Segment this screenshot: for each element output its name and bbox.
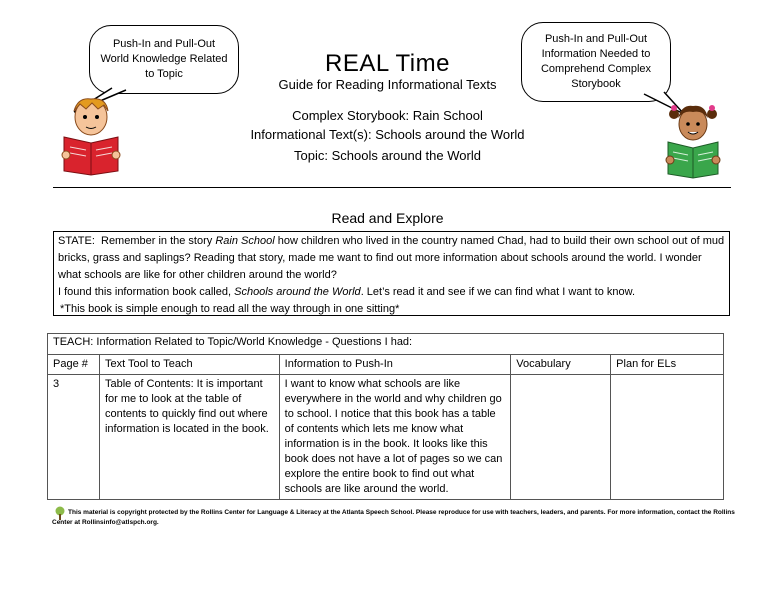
state-text-2a: I found this information book called,	[58, 286, 235, 298]
page-subtitle: Guide for Reading Informational Texts	[278, 77, 497, 92]
column-header-plan-els: Plan for ELs	[611, 355, 724, 375]
state-book-title-1: Rain School	[215, 235, 275, 247]
table-row	[48, 375, 724, 500]
cell-vocabulary	[511, 375, 611, 500]
state-box	[53, 231, 730, 316]
speech-bubble-right-text: Push-In and Pull-Out Information Needed to Comprehend Complex Storybook	[540, 33, 652, 90]
cell-information: I want to know what schools are like everywhere in the world and why children go to school. I notice that this book has a table of contents which lets me know what information is in the book. It looks like this book does not have a lot of pages so we can explore the entire book to find out what schools are like around the world.	[279, 375, 511, 500]
footer-copyright	[52, 508, 742, 528]
storybook-line: Complex Storybook: Rain School	[292, 108, 483, 123]
column-header-information: Information to Push-In	[279, 355, 511, 375]
column-header-text-tool: Text Tool to Teach	[99, 355, 279, 375]
teach-title-row	[48, 334, 724, 355]
page-title: REAL Time	[325, 50, 450, 77]
teach-header-row	[48, 355, 724, 375]
footer-copyright-text: This material is copyright protected by the Rollins Center for Language & Literacy at the Atlanta Speech School. Please reproduce for use with teachers, leaders, and parents. For more information, contact the Rollins Center at Rollinsinfo@atlspch.org.	[52, 509, 735, 526]
state-paragraph-2	[58, 284, 725, 301]
cell-page: 3	[48, 375, 100, 500]
teach-table	[47, 333, 724, 500]
state-text-1a: Remember in the story	[101, 235, 216, 247]
cell-plan-els	[611, 375, 724, 500]
state-text-2b: . Let’s read it and see if we can find what I want to know.	[360, 286, 636, 298]
column-header-page: Page #	[48, 355, 100, 375]
teach-title: TEACH: Information Related to Topic/World Knowledge - Questions I had:	[48, 334, 724, 355]
header-divider	[53, 187, 731, 188]
speech-bubble-left-text: Push-In and Pull-Out World Knowledge Related to Topic	[100, 38, 228, 80]
state-paragraph-3: *This book is simple enough to read all the way through in one sitting*	[60, 303, 400, 315]
state-label: STATE:	[58, 235, 95, 247]
column-header-vocabulary: Vocabulary	[511, 355, 611, 375]
cell-text-tool: Table of Contents: It is important for me to look at the table of contents to quickly find out where information is located in the book.	[99, 375, 279, 500]
informational-text-line: Informational Text(s): Schools around the World	[250, 127, 525, 142]
state-book-title-2: Schools around the World	[234, 286, 361, 298]
topic-line: Topic: Schools around the World	[294, 148, 481, 163]
state-paragraph-1	[58, 233, 725, 284]
read-explore-heading: Read and Explore	[331, 210, 444, 226]
state-text-1b: how children who lived in the country named Chad, had to build their own school out of mud bricks, grass and saplings? Reading that story, made me want to find out more information about schools around the world. I wonder what schools are like for other children around the world?	[58, 235, 725, 281]
